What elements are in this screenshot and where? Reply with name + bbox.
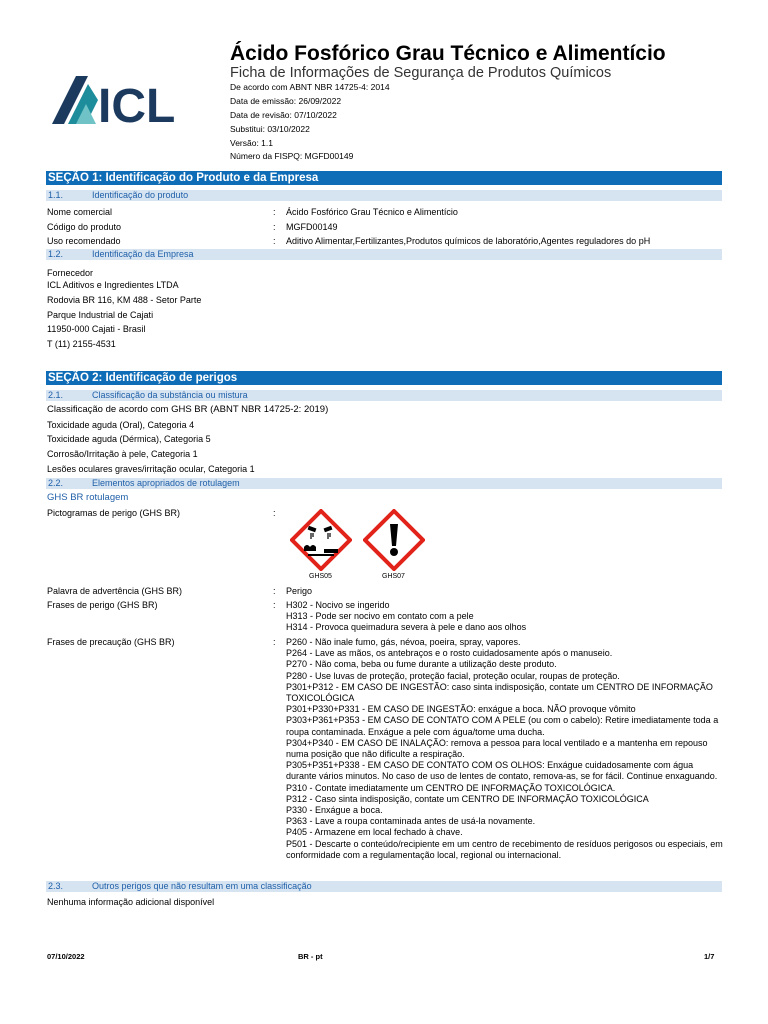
subsection-label: Classificação da substância ou mistura [92,390,248,400]
subsection-2-1 [46,390,722,401]
precautionary-statements-label: Frases de precaução (GHS BR) [47,637,175,647]
field-label-product-code: Código do produto [47,222,122,232]
company-line: Fornecedor [47,268,94,278]
field-label-recommended-use: Uso recomendado [47,236,121,246]
subsection-2-3 [46,881,722,892]
company-line: 11950-000 Cajati - Brasil [47,324,146,334]
classification-line: Classificação de acordo com GHS BR (ABNT NBR 14725-2: 2019) [47,404,329,415]
subsection-1-2 [46,249,722,260]
signal-word-value: Perigo [286,586,313,596]
precautionary-statement: P280 - Use luvas de proteção, proteção facial, proteção ocular, roupas de proteção. [286,670,620,681]
footer-page-number: 1/7 [704,952,715,961]
precautionary-statement: P270 - Não coma, beba ou fume durante a utilização deste produto. [286,659,557,670]
precautionary-statement: P264 - Lave as mãos, os antebraços e o rosto cuidadosamente após o manuseio. [286,648,613,659]
hazard-statement: H314 - Provoca queimadura severa à pele e dano aos olhos [286,622,527,633]
pictogram-code: GHS07 [382,573,405,580]
signal-word-label: Palavra de advertência (GHS BR) [47,586,183,596]
colon: : [273,508,276,518]
meta-standard: De acordo com ABNT NBR 14725-4: 2014 [230,82,390,92]
subsection-label: Identificação da Empresa [92,249,194,259]
svg-text:ICL: ICL [98,80,176,126]
footer-locale: BR - pt [298,952,323,961]
precautionary-statement: P405 - Armazene em local fechado à chave. [286,827,463,838]
colon: : [273,637,276,647]
colon: : [273,236,276,246]
document-subtitle: Ficha de Informações de Segurança de Produtos Químicos [230,65,612,81]
precautionary-statement: P260 - Não inale fumo, gás, névoa, poeira, spray, vapores. [286,637,521,647]
classification-line: Toxicidade aguda (Oral), Categoria 4 [47,420,195,430]
footer-date: 07/10/2022 [47,952,85,961]
colon: : [273,586,276,596]
subsection-1-1 [46,190,722,201]
ghs-label-heading: GHS BR rotulagem [47,492,129,503]
subsection-number: 2.3. [48,881,64,891]
pictograms-label: Pictogramas de perigo (GHS BR) [47,508,181,518]
classification-line: Lesões oculares graves/irritação ocular, Categoria 1 [47,464,255,474]
meta-version: Versão: 1.1 [230,138,274,148]
hazard-statements-label: Frases de perigo (GHS BR) [47,600,158,610]
exclamation-pictogram-icon [363,509,425,571]
pictogram-code: GHS05 [309,573,332,580]
meta-revision-date: Data de revisão: 07/10/2022 [230,110,337,120]
field-value-trade-name: Ácido Fosfórico Grau Técnico e Alimentício [286,207,458,217]
company-line: ICL Aditivos e Ingredientes LTDA [47,280,179,290]
field-value-product-code: MGFD00149 [286,222,338,232]
company-line: Rodovia BR 116, KM 488 - Setor Parte [47,295,202,305]
document-title: Ácido Fosfórico Grau Técnico e Alimentício [230,42,666,65]
field-value-recommended-use: Aditivo Alimentar,Fertilizantes,Produtos químicos de laboratório,Agentes reguladores do pH [286,236,651,246]
subsection-number: 2.2. [48,478,64,488]
other-hazards-text: Nenhuma informação adicional disponível [47,897,215,907]
precautionary-statement: P301+P330+P331 - EM CASO DE INGESTÃO: enxágue a boca. NÃO provoque vômito [286,704,636,715]
precautionary-statement: P312 - Caso sinta indisposição, contate um CENTRO DE INFORMAÇÃO TOXICOLÓGICA [286,793,649,804]
icl-logo [46,74,176,126]
subsection-number: 1.1. [48,190,64,200]
meta-issue-date: Data de emissão: 26/09/2022 [230,96,342,106]
field-label-trade-name: Nome comercial [47,207,113,217]
subsection-label: Outros perigos que não resultam em uma classificação [92,881,312,891]
hazard-statement: H313 - Pode ser nocivo em contato com a pele [286,611,474,622]
precautionary-statements-list [286,637,726,861]
section-1-header: SEÇÃO 1: Identificação do Produto e da Empresa [46,171,722,185]
colon: : [273,600,276,610]
precautionary-statement: P304+P340 - EM CASO DE INALAÇÃO: remova a pessoa para local ventilado e a mantenha em repouso numa posição que não dificulte a respiração. [286,737,708,760]
precautionary-statement: P363 - Lave a roupa contaminada antes de usá-la novamente. [286,816,536,827]
company-line: T (11) 2155-4531 [47,339,116,349]
section-2-header: SEÇÃO 2: Identificação de perigos [46,371,722,385]
precautionary-statement: P330 - Enxágue a boca. [286,805,383,816]
meta-fispq-number: Número da FISPQ: MGFD00149 [230,151,354,161]
subsection-number: 2.1. [48,390,64,400]
subsection-label: Identificação do produto [92,190,189,200]
colon: : [273,222,276,232]
corrosion-pictogram-icon [290,509,352,571]
subsection-2-2 [46,478,722,489]
classification-line: Toxicidade aguda (Dérmica), Categoria 5 [47,434,211,444]
precautionary-statement: P301+P312 - EM CASO DE INGESTÃO: caso sinta indisposição, contate um CENTRO DE INFORMAÇÃO TOXICOLÓGICA [286,681,713,704]
precautionary-statement: P305+P351+P338 - EM CASO DE CONTATO COM OS OLHOS: Enxágue cuidadosamente com água durante vários minutos. No caso de uso de lentes de contato, remova-as, se for fácil. Continue enxaguando. [286,760,718,782]
colon: : [273,207,276,217]
precautionary-statement: P303+P361+P353 - EM CASO DE CONTATO COM A PELE (ou com o cabelo): Retire imediatamente toda a roupa contaminada. Enxágue a pele com água/tome uma ducha. [286,715,719,737]
subsection-number: 1.2. [48,249,64,259]
hazard-statements-list [286,600,726,634]
precautionary-statement: P310 - Contate imediatamente um CENTRO DE INFORMAÇÃO TOXICOLÓGICA. [286,782,616,793]
classification-line: Corrosão/Irritação à pele, Categoria 1 [47,449,198,459]
meta-supersedes: Substitui: 03/10/2022 [230,124,310,134]
hazard-statement: H302 - Nocivo se ingerido [286,600,390,610]
precautionary-statement: P501 - Descarte o conteúdo/recipiente em um centro de recebimento de resíduos perigosos ou especiais, em conformidade com a regulamentação local, regional ou internacional. [286,838,723,860]
company-line: Parque Industrial de Cajati [47,310,154,320]
subsection-label: Elementos apropriados de rotulagem [92,478,240,488]
